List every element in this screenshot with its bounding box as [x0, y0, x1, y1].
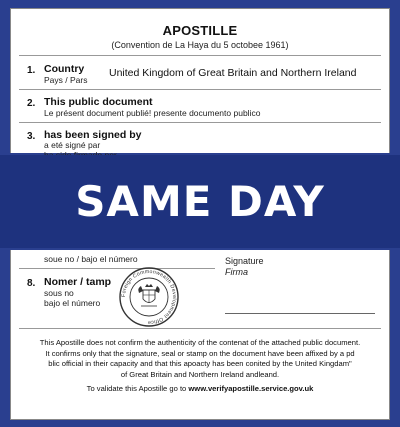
- same-day-banner: [0, 155, 400, 248]
- field-2-label: This public document: [44, 96, 153, 108]
- verify-url-link[interactable]: www.verifyapostille.service.gov.uk: [188, 384, 314, 393]
- divider: [19, 55, 381, 56]
- seal-graphic: [118, 266, 180, 328]
- signature-line: [225, 313, 375, 314]
- field-3-sublabel-fr: a eté signé par: [44, 140, 101, 150]
- verify-prefix: To validate this Apostille go to: [86, 384, 189, 393]
- document-subtitle: (Convention de La Haya du 5 octobee 1961): [111, 40, 289, 50]
- disclaimer-line-1: This Apostille does not confirm the authenticity of the contenat of the attached public document.: [39, 338, 361, 347]
- divider: [19, 89, 381, 90]
- disclaimer-line-4: of Great Britain and Northern Ireland andleand.: [120, 369, 280, 379]
- field-2-number: 2.: [27, 98, 36, 109]
- field-2-sublabel: Le présent document publié! presente documento publico: [44, 108, 261, 118]
- official-seal-icon: [118, 266, 180, 328]
- field-3-number: 3.: [27, 131, 36, 142]
- field-8-sublabel-fr: sous no: [44, 288, 74, 298]
- field-1-number: 1.: [27, 65, 36, 76]
- apostille-bottom-section: [10, 250, 390, 420]
- banner-text: SAME DAY: [75, 177, 325, 226]
- divider: [19, 122, 381, 123]
- field-8-label: Nomer / tamp: [44, 276, 112, 288]
- seal-ring-text: Foreign Commonwealth Development Office: [120, 268, 178, 326]
- signature-label: Signature: [225, 256, 264, 266]
- disclaimer-text: [21, 338, 379, 395]
- signature-sublabel: Firma: [225, 267, 248, 277]
- field-1-sublabel: Pays / Pars: [44, 75, 88, 85]
- field-1-value: United Kingdom of Great Britain and Northern Ireland: [109, 67, 357, 79]
- divider: [19, 328, 381, 329]
- field-8-number: 8.: [27, 278, 36, 289]
- field-8-sublabel-es: bajo el número: [44, 298, 101, 308]
- disclaimer-line-2: It confirms only that the signature, seal or stamp on the document have been affixed by a pd: [45, 348, 355, 358]
- disclaimer-line-3: blic official in their capacity and that this apoacty has been conited by the United Kingdam": [48, 359, 352, 368]
- verify-line: [21, 384, 379, 395]
- divider: [19, 268, 215, 269]
- field-1-label: Country: [44, 63, 85, 75]
- apostille-top-section: [10, 8, 390, 153]
- field-3-label: has been signed by: [44, 129, 142, 141]
- row-7-partial-sublabel: soue no / bajo el número: [44, 254, 138, 264]
- document-title: APOSTILLE: [162, 23, 238, 38]
